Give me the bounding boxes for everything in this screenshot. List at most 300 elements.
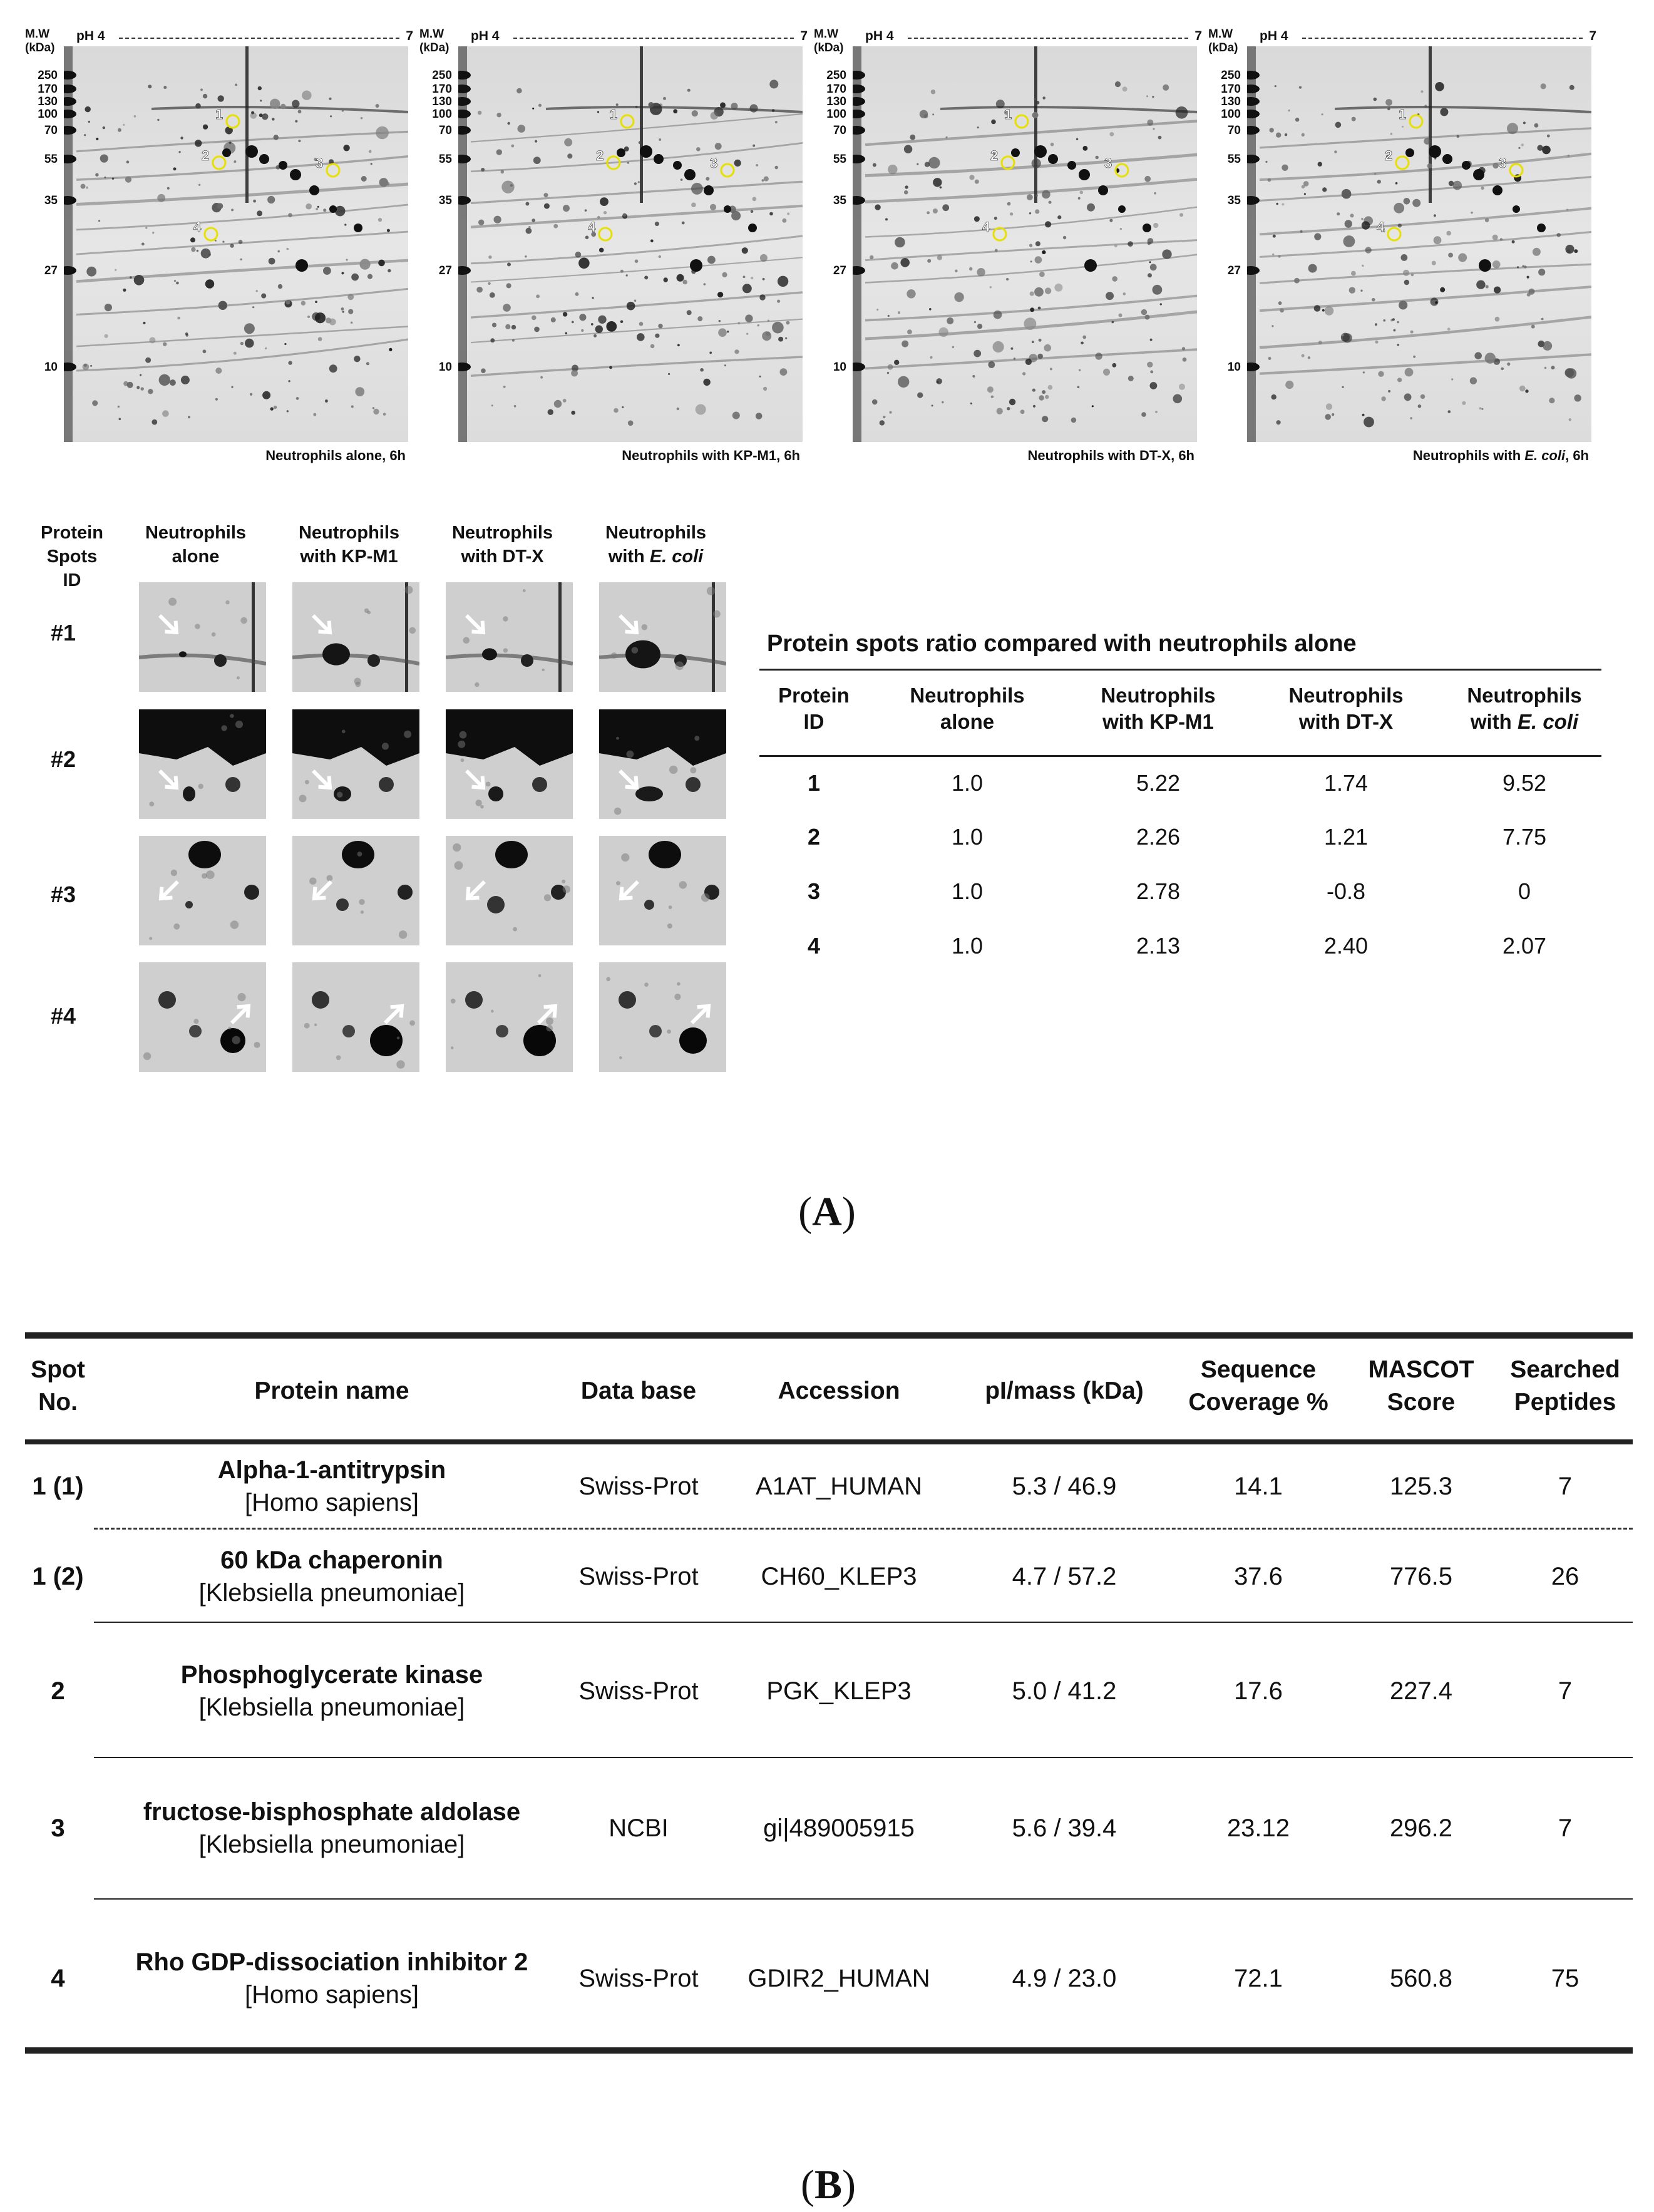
protein-spot (659, 138, 661, 141)
row-divider-2 (94, 1757, 1633, 1758)
spot-crop-image (292, 582, 419, 692)
id-head-accession (726, 1375, 952, 1407)
ratio-value: 1.0 (951, 770, 984, 796)
mw-tick-label: 100 (826, 108, 846, 121)
protein-spot (188, 416, 190, 418)
protein-spot (197, 250, 198, 252)
protein-spot (1144, 176, 1151, 182)
spot-crop-image (446, 709, 573, 819)
protein-spot (163, 342, 167, 346)
protein-spot (1501, 368, 1504, 371)
protein-spot (885, 218, 888, 220)
background-spot (396, 1060, 404, 1068)
protein-spot (1278, 255, 1280, 257)
protein-spot (1544, 367, 1546, 369)
protein-spot (1343, 235, 1355, 247)
ratio-value: 1.0 (951, 878, 984, 904)
protein-spot (696, 404, 706, 415)
protein-spot (760, 254, 768, 262)
protein-spot (373, 409, 379, 414)
protein-spot (1531, 325, 1535, 329)
protein-spot (222, 241, 224, 243)
protein-spot (88, 121, 90, 123)
mw-tick-label: 170 (826, 83, 846, 96)
protein-spot (604, 211, 607, 214)
protein-spot (317, 206, 319, 208)
protein-spot (1541, 83, 1546, 89)
protein-spot (1507, 123, 1518, 134)
protein-name: fructose-bisphosphate aldolase (143, 1798, 521, 1826)
protein-spot (1427, 163, 1432, 168)
protein-spot (1050, 143, 1054, 147)
kda-label: (kDa) (25, 41, 55, 54)
background-spot (669, 905, 672, 909)
protein-spot (936, 378, 942, 384)
protein-spot (272, 118, 274, 120)
protein-spot (955, 270, 957, 272)
protein-spot (1078, 197, 1081, 200)
protein-spot (614, 408, 619, 413)
background-spot (463, 637, 470, 644)
protein-spot (1014, 358, 1016, 360)
protein-spot (655, 222, 659, 226)
background-spot (713, 610, 721, 618)
ratio-head-line2: alone (940, 710, 995, 733)
protein-spot (635, 259, 639, 263)
protein-spot (288, 380, 290, 382)
protein-spot (684, 169, 696, 180)
protein-spot (157, 194, 165, 202)
protein-spot (1173, 394, 1183, 404)
background-spot (616, 881, 620, 885)
caption-prefix: Neutrophils with (1412, 448, 1525, 463)
protein-spot (709, 352, 712, 354)
protein-spot (136, 386, 140, 389)
protein-spot (600, 197, 609, 206)
annotated-spot-label: 2 (596, 148, 604, 163)
neighbour-spot (532, 777, 547, 792)
row-header-line2: Spots ID (46, 547, 98, 590)
background-spot (240, 617, 247, 624)
protein-spot (1155, 411, 1158, 413)
protein-spot (977, 126, 979, 128)
protein-spot (540, 376, 543, 379)
protein-spot (92, 400, 98, 406)
protein-spot (599, 248, 604, 253)
protein-spot (1032, 389, 1035, 392)
ratio-value: 0 (1518, 878, 1531, 904)
protein-spot (251, 111, 254, 115)
protein-spot (103, 126, 105, 129)
protein-spot (664, 277, 668, 282)
protein-spot (1271, 394, 1276, 399)
protein-spot (496, 149, 502, 155)
protein-spot (1308, 264, 1317, 273)
protein-spot (1361, 218, 1364, 220)
id-head-database (557, 1375, 720, 1407)
mw-tick-label: 27 (1227, 264, 1241, 277)
protein-spot (1518, 147, 1520, 149)
protein-spot (1150, 339, 1153, 341)
protein-spot (1033, 405, 1035, 408)
caption-suffix: , 6h (1565, 448, 1589, 463)
protein-spot (478, 220, 484, 225)
protein-spot (1325, 414, 1331, 420)
protein-spot (751, 277, 753, 279)
protein-spot (1025, 359, 1032, 365)
protein-spot (288, 361, 292, 364)
id-head-line2: Peptides (1514, 1389, 1616, 1416)
protein-spot (1547, 135, 1550, 138)
background-spot (397, 1037, 400, 1040)
protein-spot (1534, 123, 1539, 128)
protein-spot (711, 112, 718, 120)
protein-spot (1039, 395, 1044, 400)
protein-spot (1272, 254, 1274, 255)
gel-caption: Neutrophils with KP-M1, 6h (622, 448, 800, 463)
protein-spot (894, 360, 899, 365)
protein-spot (746, 333, 748, 335)
protein-spot (1334, 150, 1337, 153)
protein-spot (1574, 394, 1581, 401)
protein-spot (1034, 98, 1036, 100)
ratio-head-line1: Protein (778, 684, 850, 707)
protein-spot (535, 140, 537, 143)
protein-species: [Klebsiella pneumoniae] (198, 1831, 465, 1858)
neighbour-spot (367, 654, 380, 667)
annotated-spot-label: 1 (1004, 106, 1012, 122)
protein-spot (578, 258, 590, 269)
background-spot (299, 795, 307, 802)
protein-spot (975, 180, 979, 184)
background-spot (359, 899, 364, 905)
spot-crop-image (139, 962, 266, 1072)
background-spot (354, 678, 361, 685)
protein-spot (597, 111, 599, 113)
mw-tick-label: 250 (38, 69, 58, 82)
protein-spot (1388, 390, 1390, 393)
protein-spot (1397, 378, 1402, 382)
protein-spot (262, 113, 268, 120)
spot-cell: 3 (51, 1814, 65, 1842)
protein-spot (759, 376, 761, 378)
gel-image (64, 46, 408, 442)
protein-spot (1158, 136, 1162, 140)
protein-spot (763, 278, 765, 280)
ratio-value: 2.26 (1136, 824, 1181, 850)
ph-start-label: pH 4 (1260, 29, 1288, 43)
score-cell: 125.3 (1389, 1473, 1453, 1500)
background-spot (405, 586, 413, 594)
protein-spot (1538, 341, 1545, 347)
label-paren-close: ) (841, 1189, 856, 1235)
protein-spot (977, 324, 982, 329)
protein-species: [Klebsiella pneumoniae] (198, 1579, 465, 1607)
protein-spot (354, 356, 360, 362)
protein-spot (544, 203, 550, 209)
ratio-value: 2.07 (1502, 933, 1547, 959)
protein-spot (112, 178, 114, 180)
target-spot (179, 651, 187, 657)
background-spot (230, 714, 234, 718)
ph-start-label: pH 4 (76, 29, 105, 43)
protein-spot (1147, 120, 1153, 126)
pi-mass-cell: 5.0 / 41.2 (1012, 1677, 1117, 1705)
protein-spot (488, 282, 490, 285)
protein-spot (1285, 133, 1287, 136)
protein-spot (1163, 85, 1169, 91)
protein-spot (1276, 420, 1281, 424)
protein-spot (185, 332, 188, 335)
protein-species: [Klebsiella pneumoniae] (198, 1694, 465, 1721)
background-spot (195, 624, 200, 629)
protein-spot (1035, 209, 1039, 213)
protein-spot (1551, 366, 1555, 369)
background-spot (563, 885, 570, 893)
protein-spot (635, 106, 638, 108)
protein-spot (715, 143, 722, 150)
protein-spot (123, 289, 126, 292)
protein-spot (1390, 133, 1393, 135)
protein-spot (710, 204, 716, 210)
protein-spot (592, 297, 593, 299)
neighbour-spot (649, 841, 681, 868)
background-spot (674, 994, 681, 1000)
background-spot (475, 800, 481, 806)
protein-spot (994, 217, 997, 220)
protein-spot (623, 213, 627, 217)
protein-spot (748, 224, 757, 232)
protein-spot (942, 204, 949, 211)
protein-spot (650, 344, 655, 349)
protein-spot (342, 311, 344, 313)
protein-spot (1035, 241, 1040, 246)
protein-spot (1030, 260, 1032, 262)
ratio-head-line1: Neutrophils (1467, 684, 1582, 707)
protein-spot (888, 364, 893, 370)
protein-spot (1431, 298, 1439, 306)
protein-spot (503, 386, 506, 388)
protein-spot (900, 258, 910, 267)
mw-tick-label: 55 (438, 153, 452, 166)
protein-spot (1106, 292, 1114, 300)
protein-spot (1153, 223, 1158, 228)
protein-spot (501, 181, 514, 193)
protein-spot (1118, 205, 1126, 213)
protein-spot (548, 409, 553, 415)
protein-spot (157, 119, 159, 121)
protein-spot (253, 200, 256, 203)
gel-image (853, 46, 1197, 442)
protein-spot (1042, 190, 1050, 199)
protein-spot (387, 229, 390, 232)
protein-spot (640, 145, 652, 158)
protein-spot (691, 203, 696, 208)
coverage-cell: 72.1 (1234, 1965, 1283, 1992)
mw-tick-label: 70 (44, 124, 58, 137)
protein-spot (285, 300, 290, 304)
ph-end-label: 7 (800, 29, 808, 43)
annotated-spot-label: 2 (202, 148, 210, 163)
protein-spot (1565, 368, 1574, 378)
protein-spot (977, 268, 985, 276)
db-cell: Swiss-Prot (578, 1965, 699, 1992)
annotated-spot-label: 1 (215, 106, 223, 122)
protein-spot (1268, 357, 1271, 360)
protein-spot (722, 272, 727, 277)
protein-spot (367, 274, 372, 279)
protein-spot (351, 322, 352, 324)
protein-spot (1288, 110, 1290, 111)
score-cell: 296.2 (1389, 1814, 1453, 1842)
protein-spot (673, 109, 677, 113)
background-spot (206, 870, 215, 879)
background-spot (168, 598, 177, 606)
protein-spot (745, 314, 753, 322)
protein-spot (1381, 396, 1385, 401)
background-spot (309, 878, 316, 885)
protein-spot (492, 323, 496, 327)
protein-spot (1360, 290, 1362, 292)
protein-spot (366, 362, 369, 365)
protein-spot (939, 327, 948, 337)
coverage-cell: 23.12 (1226, 1814, 1290, 1842)
protein-spot (379, 178, 388, 187)
protein-spot (287, 410, 289, 412)
background-spot (202, 873, 207, 879)
protein-spot (891, 262, 898, 270)
protein-spot (503, 304, 511, 312)
protein-spot (100, 155, 108, 163)
protein-spot (376, 104, 379, 108)
background-spot (198, 784, 203, 789)
protein-spot (787, 213, 789, 215)
protein-spot (1079, 169, 1090, 180)
protein-spot (1523, 121, 1526, 124)
gel-image (1247, 46, 1591, 442)
protein-spot (1485, 352, 1496, 363)
label-letter: A (812, 1189, 842, 1235)
protein-spot (1513, 205, 1520, 213)
protein-spot (315, 301, 317, 303)
protein-spot (205, 279, 214, 288)
background-spot (547, 1025, 553, 1032)
background-spot (342, 730, 346, 734)
protein-spot (203, 125, 208, 130)
protein-spot (1342, 386, 1344, 388)
accession-cell: CH60_KLEP3 (761, 1563, 917, 1590)
ratio-value: 2.78 (1136, 878, 1181, 904)
protein-species: [Homo sapiens] (245, 1981, 419, 2009)
gel-background (1247, 46, 1591, 442)
protein-spot (1048, 154, 1058, 164)
background-spot (361, 910, 364, 913)
protein-spot (887, 372, 889, 374)
protein-spot (1112, 276, 1117, 282)
id-table-top-rule (25, 1332, 1633, 1339)
ratio-value: 1.0 (951, 933, 984, 959)
protein-spot (1275, 85, 1276, 87)
protein-spot (731, 103, 738, 110)
protein-spot (1378, 371, 1384, 377)
protein-spot (330, 115, 332, 117)
protein-spot (995, 249, 998, 252)
protein-spot (518, 125, 526, 133)
protein-spot (1141, 309, 1147, 315)
protein-spot (769, 80, 778, 88)
protein-spot (786, 321, 790, 325)
protein-spot (1375, 323, 1377, 326)
protein-spot (940, 187, 942, 188)
protein-spot (1080, 191, 1083, 194)
protein-spot (724, 364, 726, 366)
protein-spot (777, 300, 780, 303)
protein-spot (307, 316, 310, 318)
score-cell: 560.8 (1389, 1965, 1453, 1992)
protein-spot (261, 294, 266, 299)
protein-spot (1574, 249, 1578, 253)
background-spot (314, 1024, 317, 1026)
protein-spot (267, 196, 275, 203)
protein-spot (720, 102, 726, 108)
protein-spot (993, 341, 1004, 352)
protein-spot (86, 187, 88, 189)
protein-spot (256, 290, 258, 292)
protein-spot (351, 405, 354, 408)
mw-tick-label: 100 (432, 108, 452, 121)
protein-spot (972, 375, 975, 378)
background-spot (451, 999, 456, 1004)
protein-spot (1449, 181, 1454, 186)
ratio-head-ecoli (1449, 682, 1600, 735)
protein-spot (974, 216, 980, 222)
protein-spot (1377, 180, 1381, 183)
col-head-line2: with DT-X (461, 547, 544, 567)
background-spot (229, 1027, 232, 1030)
score-cell: 227.4 (1389, 1677, 1453, 1705)
protein-spot (298, 110, 302, 113)
protein-spot (115, 269, 116, 271)
protein-spot (159, 374, 170, 386)
protein-spot (1082, 336, 1086, 339)
accession-cell: PGK_KLEP3 (766, 1677, 912, 1705)
ratio-head-line2: with DT-X (1298, 710, 1394, 733)
background-spot (619, 1056, 622, 1059)
background-spot (667, 1029, 671, 1034)
protein-spot (1042, 250, 1045, 254)
protein-spot (742, 284, 752, 293)
background-spot (513, 927, 517, 932)
protein-spot (727, 331, 729, 332)
ratio-value: 2.40 (1323, 933, 1369, 959)
background-spot (679, 881, 687, 888)
mw-tick-label: 130 (38, 95, 58, 108)
protein-spot (1512, 240, 1515, 244)
protein-spot (1112, 363, 1116, 368)
col-head-line2 (592, 545, 720, 568)
protein-spot (1404, 198, 1410, 205)
spot-crop-image (292, 709, 419, 819)
protein-spot (1519, 386, 1526, 392)
annotated-spot-label: 4 (982, 219, 990, 235)
protein-spot (125, 177, 131, 183)
protein-spot (195, 103, 201, 109)
protein-spot (302, 91, 311, 100)
protein-spot (1365, 247, 1371, 253)
protein-spot (987, 386, 994, 393)
protein-spot (598, 316, 606, 324)
protein-spot (230, 244, 234, 247)
